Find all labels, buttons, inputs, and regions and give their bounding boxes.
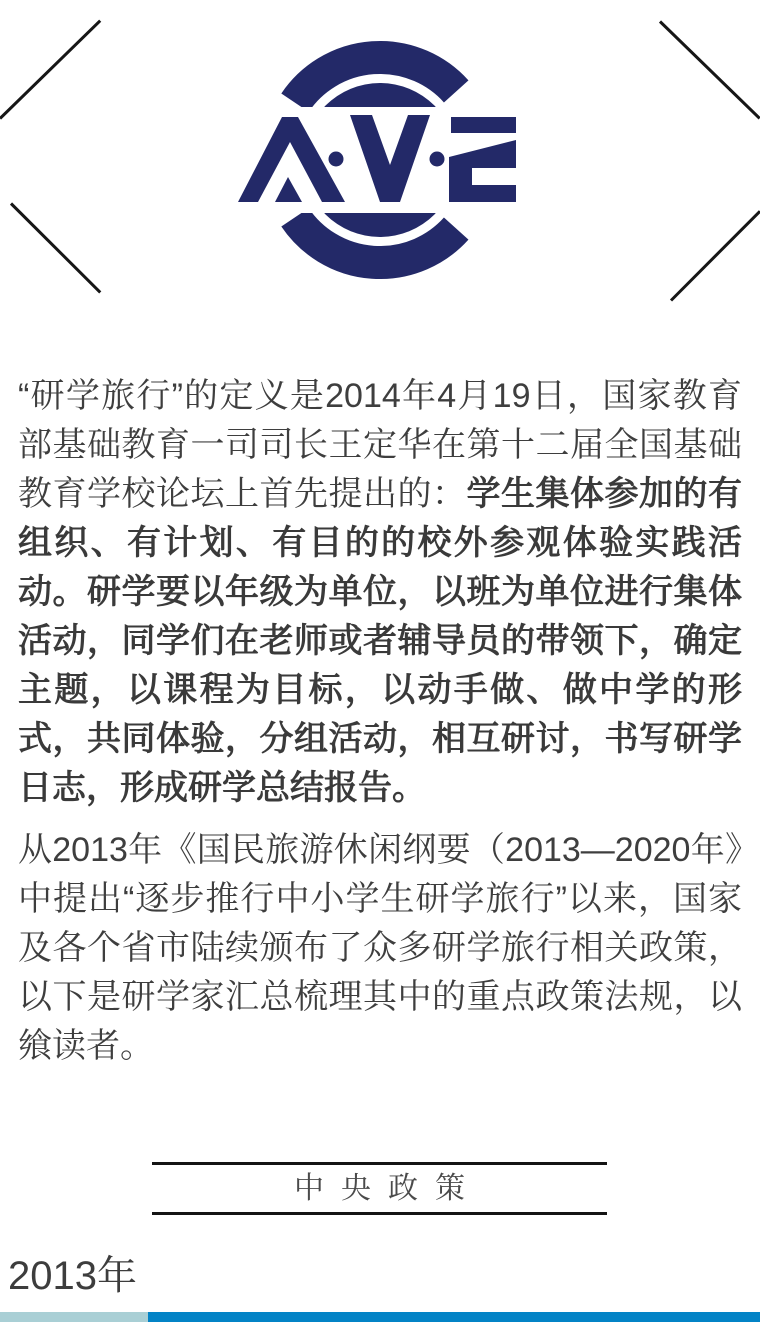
corner-line-top-right — [659, 20, 760, 119]
logo-dot-2 — [430, 152, 445, 167]
logo-dot-1 — [329, 152, 344, 167]
paragraph-definition-regular: “研学旅行”的定义是2014年4月19日，国家教育部基础教育一司司长王定华在第十二届全国基础教育学校论坛上首先提出的： — [18, 377, 742, 513]
corner-line-left — [10, 202, 101, 293]
paragraph-definition-bold: 学生集体参加的有组织、有计划、有目的的校外参观体验实践活动。研学要以年级为单位，以班为单位进行集体活动，同学们在老师或者辅导员的带领下，确定主题，以课程为目标，以动手做、做中学的形式，共同体验，分组活动，相互研讨，书写研学日志，形成研学总结报告。 — [18, 475, 742, 807]
ave-c-logo-icon — [238, 40, 518, 280]
bottom-accent-bar — [0, 1312, 760, 1322]
logo-letter-e-top-bar — [451, 117, 516, 133]
bottom-bar-left-segment — [0, 1312, 148, 1322]
corner-line-right — [670, 210, 760, 301]
article-body — [18, 372, 742, 1071]
bottom-bar-right-segment — [148, 1312, 760, 1322]
year-heading-2013: 2013年 — [8, 1254, 137, 1298]
corner-line-top-left — [0, 20, 101, 120]
paragraph-definition — [18, 372, 742, 813]
paragraph-policy-intro: 从2013年《国民旅游休闲纲要（2013—2020年》中提出“逐步推行中小学生研学旅行”以来，国家及各个省市陆续颁布了众多研学旅行相关政策，以下是研学家汇总梳理其中的重点政策法规，以飨读者。 — [18, 831, 742, 1065]
section-divider — [152, 1162, 607, 1215]
section-title-central-policy: 中央政策 — [294, 1172, 482, 1205]
